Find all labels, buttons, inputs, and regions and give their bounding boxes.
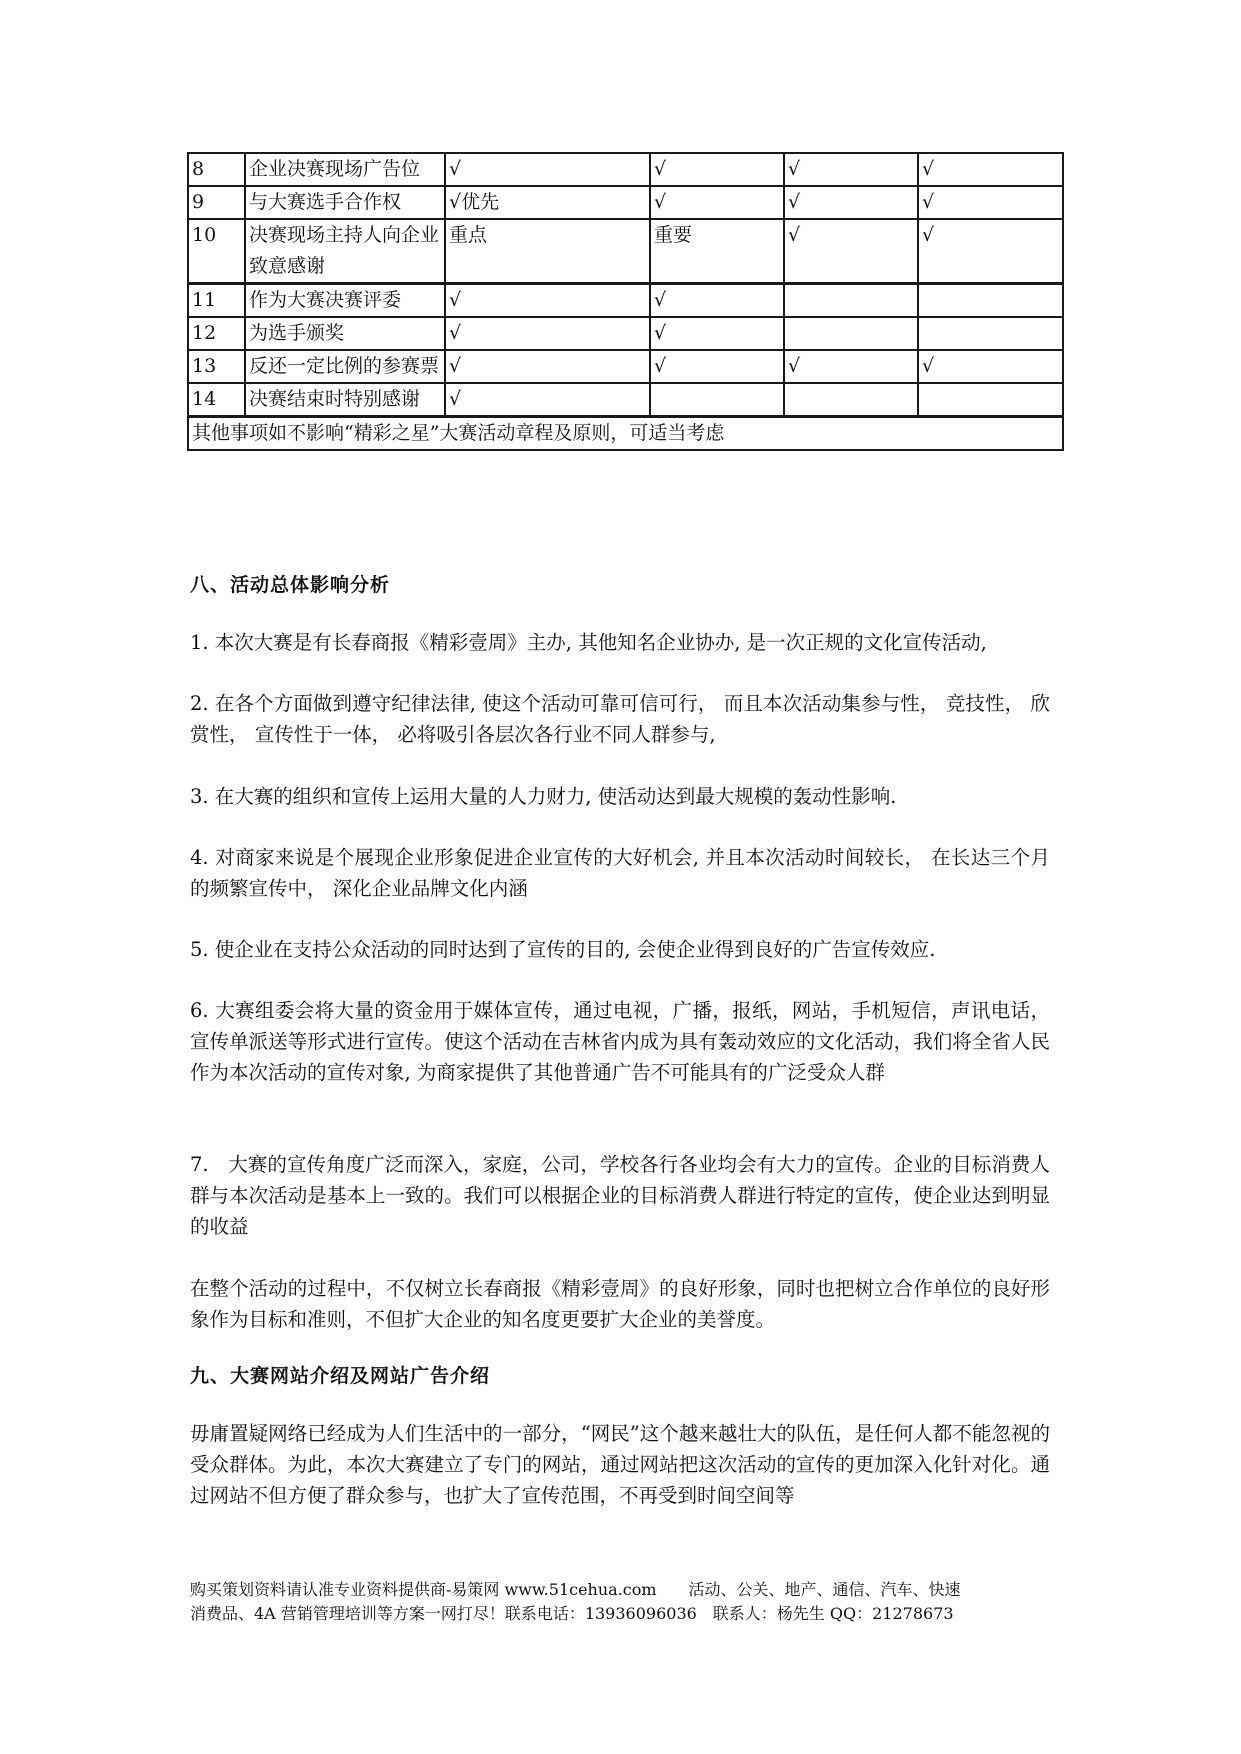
row-cell: √ (445, 153, 650, 186)
row-number: 12 (188, 317, 245, 350)
row-cell: √ (784, 350, 918, 383)
row-cell (918, 284, 1063, 318)
section-8-paragraph-4: 4. 对商家来说是个展现企业形象促进企业宣传的大好机会, 并且本次活动时间较长， 在长达三个月的频繁宣传中， 深化企业品牌文化内涵 (190, 846, 1050, 900)
row-item: 反还一定比例的参赛票 (245, 350, 445, 383)
row-cell: √ (650, 317, 784, 350)
row-cell: √ (650, 284, 784, 318)
row-cell: √ (918, 153, 1063, 186)
table-row (188, 153, 1063, 186)
section-8-paragraph-2: 2. 在各个方面做到遵守纪律法律, 使这个活动可靠可信可行， 而且本次活动集参与性， 竞技性， 欣赏性， 宣传性于一体， 必将吸引各层次各行业不同人群参与, (190, 692, 1050, 746)
table-row (188, 383, 1063, 417)
page-footer (190, 1578, 1070, 1626)
section-8-paragraph-7: 7. 大赛的宣传角度广泛而深入，家庭，公司，学校各行各业均会有大力的宣传。企业的目标消费人群与本次活动是基本上一致的。我们可以根据企业的目标消费人群进行特定的宣传，使企业达到明显的收益 (190, 1153, 1050, 1238)
row-cell (784, 284, 918, 318)
row-item: 与大赛选手合作权 (245, 186, 445, 219)
row-cell: √ (445, 350, 650, 383)
row-cell: √ (445, 317, 650, 350)
row-cell (918, 383, 1063, 417)
row-number: 9 (188, 186, 245, 219)
sponsorship-rights-table (187, 152, 1064, 451)
row-cell: √ (784, 153, 918, 186)
row-cell: √ (445, 383, 650, 417)
footer-line-1: 购买策划资料请认准专业资料提供商-易策网 www.51cehua.com 活动、公关、地产、通信、汽车、快速 (190, 1580, 961, 1599)
row-number: 8 (188, 153, 245, 186)
section-8-heading: 八、活动总体影响分析 (190, 574, 391, 596)
table-row (188, 219, 1063, 284)
row-cell: √ (784, 219, 918, 284)
row-cell: √ (650, 350, 784, 383)
row-item: 作为大赛决赛评委 (245, 284, 445, 318)
section-8-paragraph-6: 6. 大赛组委会将大量的资金用于媒体宣传，通过电视，广播，报纸，网站，手机短信，声讯电话，宣传单派送等形式进行宣传。使这个活动在吉林省内成为具有轰动效应的文化活动，我们将全省人民作为本次活动的宣传对象, 为商家提供了其他普通广告不可能具有的广泛受众人群 (190, 999, 1050, 1084)
row-item: 企业决赛现场广告位 (245, 153, 445, 186)
section-9-paragraph-1: 毋庸置疑网络已经成为人们生活中的一部分，“网民”这个越来越壮大的队伍，是任何人都不能忽视的受众群体。为此，本次大赛建立了专门的网站，通过网站把这次活动的宣传的更加深入化针对化。通过网站不但方便了群众参与，也扩大了宣传范围，不再受到时间空间等 (190, 1422, 1050, 1507)
table-row (188, 350, 1063, 383)
table-row (188, 284, 1063, 318)
row-cell (650, 383, 784, 417)
row-cell: √ (445, 284, 650, 318)
row-cell: 重点 (445, 219, 650, 284)
row-cell: √ (918, 350, 1063, 383)
row-cell (784, 383, 918, 417)
row-cell (784, 317, 918, 350)
footer-line-2: 消费品、4A 营销管理培训等方案一网打尽！联系电话：13936096036 联系人：杨先生 QQ：21278673 (190, 1604, 954, 1623)
row-cell: √ (784, 186, 918, 219)
row-item: 决赛现场主持人向企业致意感谢 (245, 219, 445, 284)
row-item: 为选手颁奖 (245, 317, 445, 350)
section-8-conclusion: 在整个活动的过程中，不仅树立长春商报《精彩壹周》的良好形象，同时也把树立合作单位的良好形象作为目标和准则，不但扩大企业的知名度更要扩大企业的美誉度。 (190, 1277, 1050, 1331)
section-8-paragraph-3: 3. 在大赛的组织和宣传上运用大量的人力财力, 使活动达到最大规模的轰动性影响. (190, 785, 897, 808)
table-note-row (188, 417, 1063, 451)
row-number: 14 (188, 383, 245, 417)
row-number: 11 (188, 284, 245, 318)
row-cell: √ (650, 153, 784, 186)
section-8-paragraph-1: 1. 本次大赛是有长春商报《精彩壹周》主办, 其他知名企业协办, 是一次正规的文化宣传活动, (190, 631, 987, 654)
row-cell: √ (918, 186, 1063, 219)
section-9-heading: 九、大赛网站介绍及网站广告介绍 (190, 1365, 491, 1387)
row-cell (918, 317, 1063, 350)
row-cell: √优先 (445, 186, 650, 219)
table-note: 其他事项如不影响“精彩之星”大赛活动章程及原则，可适当考虑 (188, 417, 1063, 451)
table-row (188, 186, 1063, 219)
section-8-paragraph-5: 5. 使企业在支持公众活动的同时达到了宣传的目的, 会使企业得到良好的广告宣传效应. (190, 938, 936, 961)
row-cell: √ (918, 219, 1063, 284)
row-number: 13 (188, 350, 245, 383)
row-item: 决赛结束时特别感谢 (245, 383, 445, 417)
table-row (188, 317, 1063, 350)
row-number: 10 (188, 219, 245, 284)
row-cell: √ (650, 186, 784, 219)
row-cell: 重要 (650, 219, 784, 284)
